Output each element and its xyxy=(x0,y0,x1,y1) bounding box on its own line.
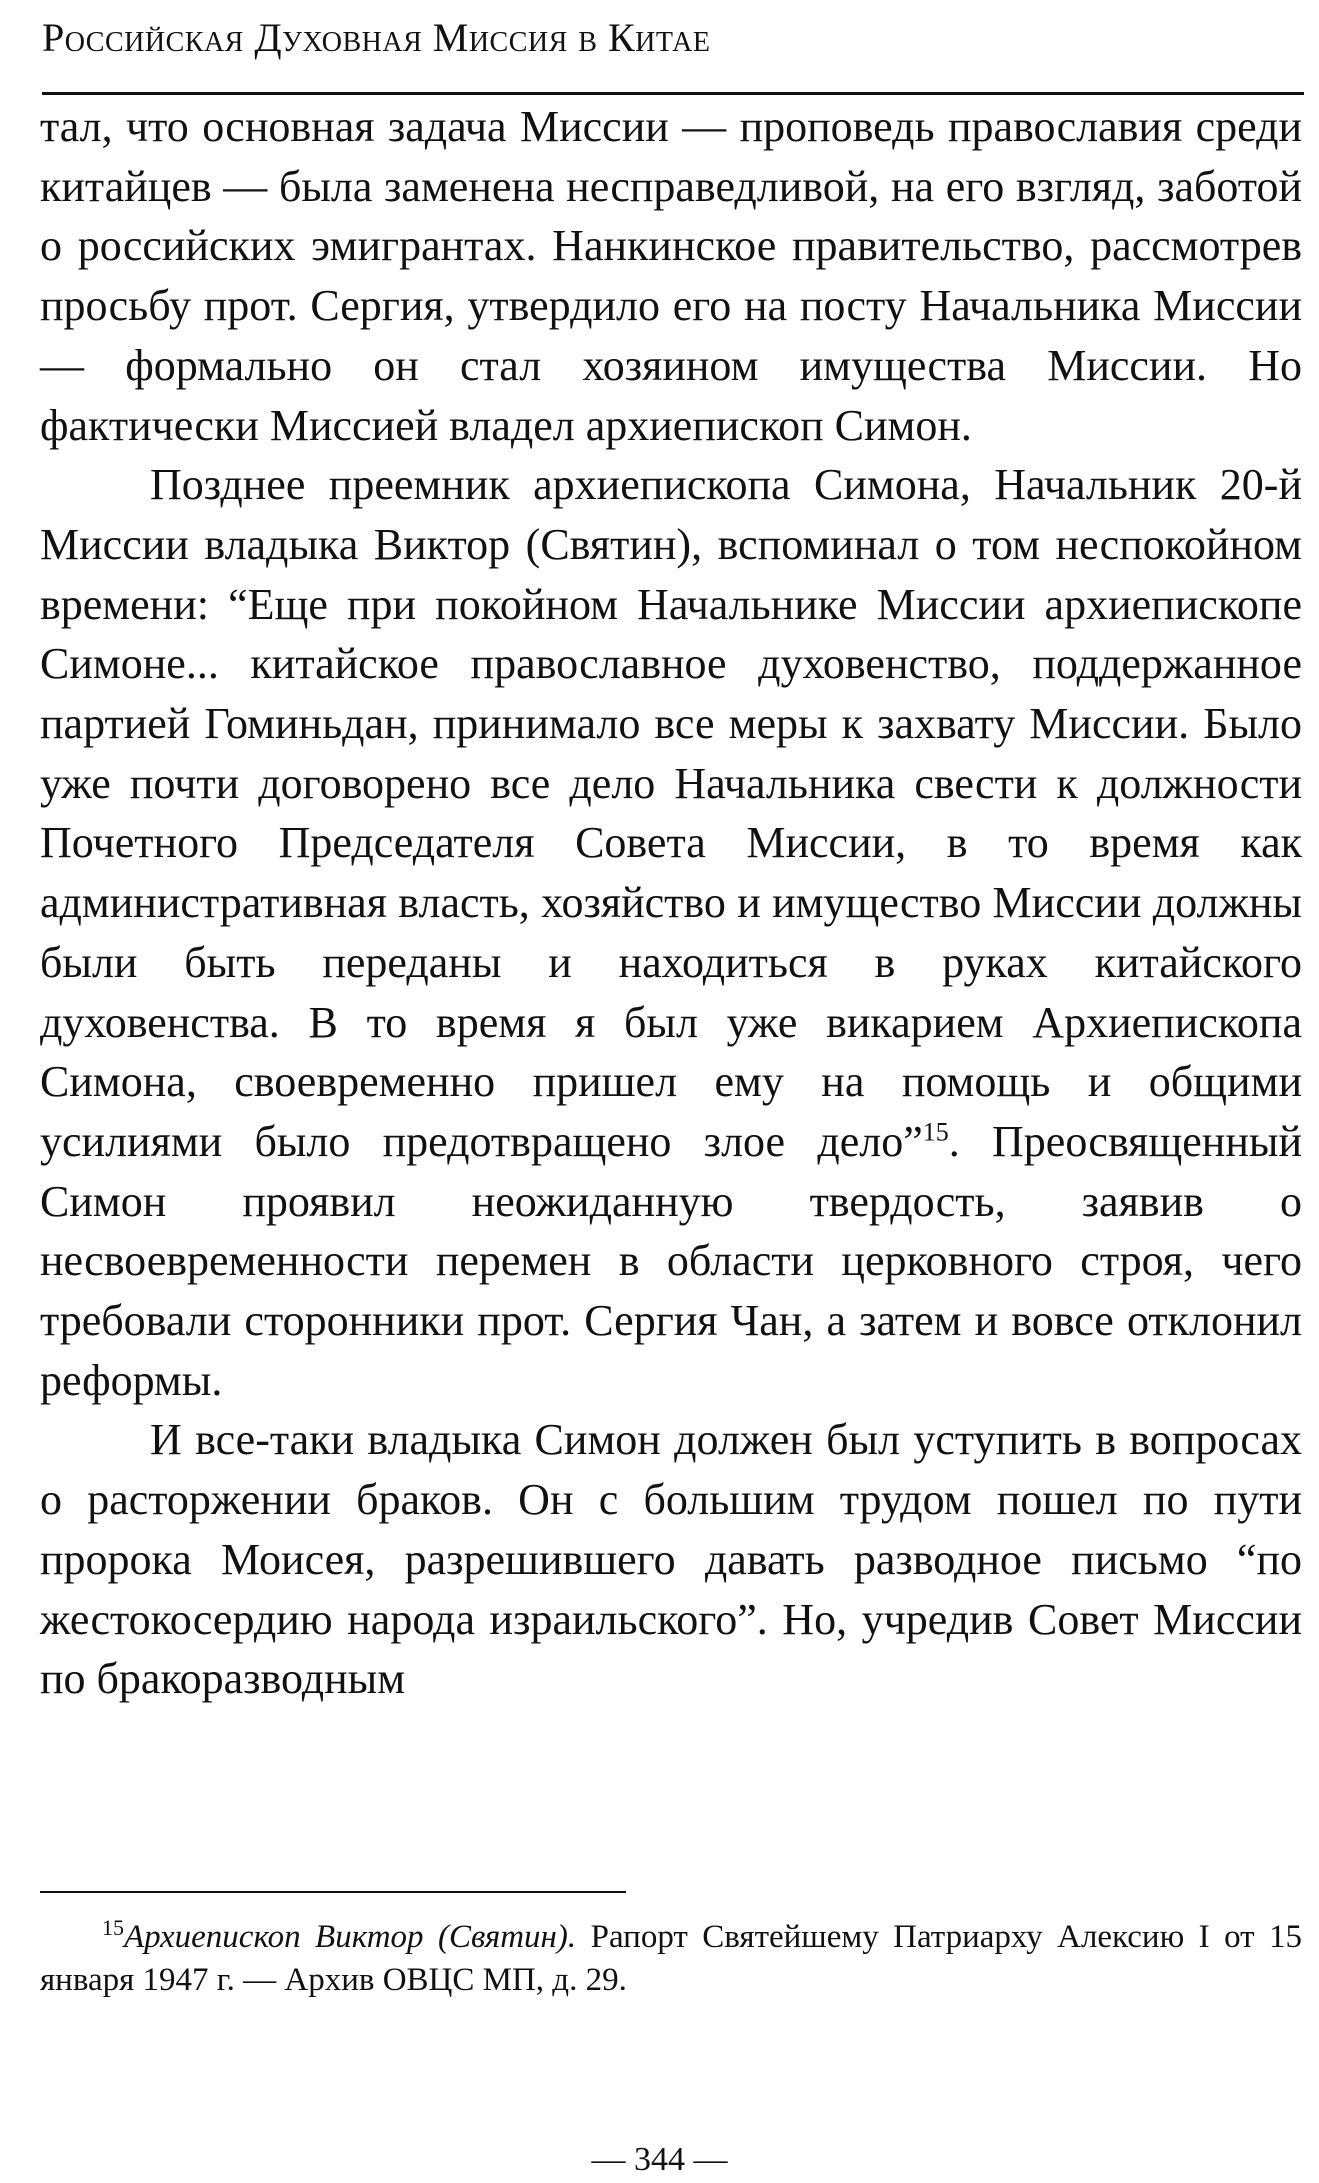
footnote-reference[interactable]: 15 xyxy=(922,1117,949,1147)
paragraph-1: тал, что основная задача Миссии — проповедь православия среди китайцев — была заменена несправедливой, на его взгляд, заботой о российских эмигрантах. Нанкинское правительство, рассмотрев просьбу прот. Сергия, утвердило его на посту Начальника Миссии — формально он стал хозяином имущества Миссии. Но фактически Миссией владел архиепископ Симон. xyxy=(40,102,1302,450)
paragraph-2-text-end: . Преосвященный Симон проявил неожиданную твердость, заявив о несвоевременности перемен в области церковного строя, чего требовали сторонники прот. Сергия Чан, а затем и вовсе отклонил реформы. xyxy=(40,1116,1303,1405)
paragraph-2-text-start: Позднее преемник архиепископа Симона, Начальник 20-й Миссии владыка Виктор (Святин), вспоминал о том неспокойном времени: “Еще при покойном Начальнике Миссии архиепископе Симоне... китайское православное духовенство, поддержанное партией Гоминьдан, принимало все меры к захвату Миссии. Было уже почти договорено все дело Начальника свести к должности Почетного Председателя Совета Миссии, в то время как административная власть, хозяйство и имущество Миссии должны были быть переданы и находиться в руках китайского духовенства. В то время я был уже викарием Архиепископа Симона, своевременно пришел ему на помощь и общими усилиями было предотвращено злое дело” xyxy=(40,460,1302,1166)
header-rule xyxy=(42,92,1304,95)
footnote-author: Архиепископ Виктор (Святин). xyxy=(124,1919,577,1955)
footnote xyxy=(40,1916,1302,2002)
page-number: — 344 — xyxy=(591,2141,728,2178)
running-header: Российская Духовная Миссия в Китае xyxy=(42,15,711,60)
footnote-number: 15 xyxy=(102,1915,124,1940)
paragraph-2 xyxy=(40,455,1302,1410)
footnote-text: Рапорт Святейшему Патриарху Алексию I от 15 января 1947 г. — Архив ОВЦС МП, д. 29. xyxy=(40,1919,1303,1998)
body-text xyxy=(40,97,1302,1709)
footnote-rule xyxy=(40,1891,626,1893)
paragraph-3: И все-таки владыка Симон должен был уступить в вопросах о расторжении браков. Он с большим трудом пошел по пути пророка Моисея, разрешившего давать разводное письмо “по жестокосердию народа израильского”. Но, учредив Совет Миссии по бракоразводным xyxy=(40,1415,1302,1704)
